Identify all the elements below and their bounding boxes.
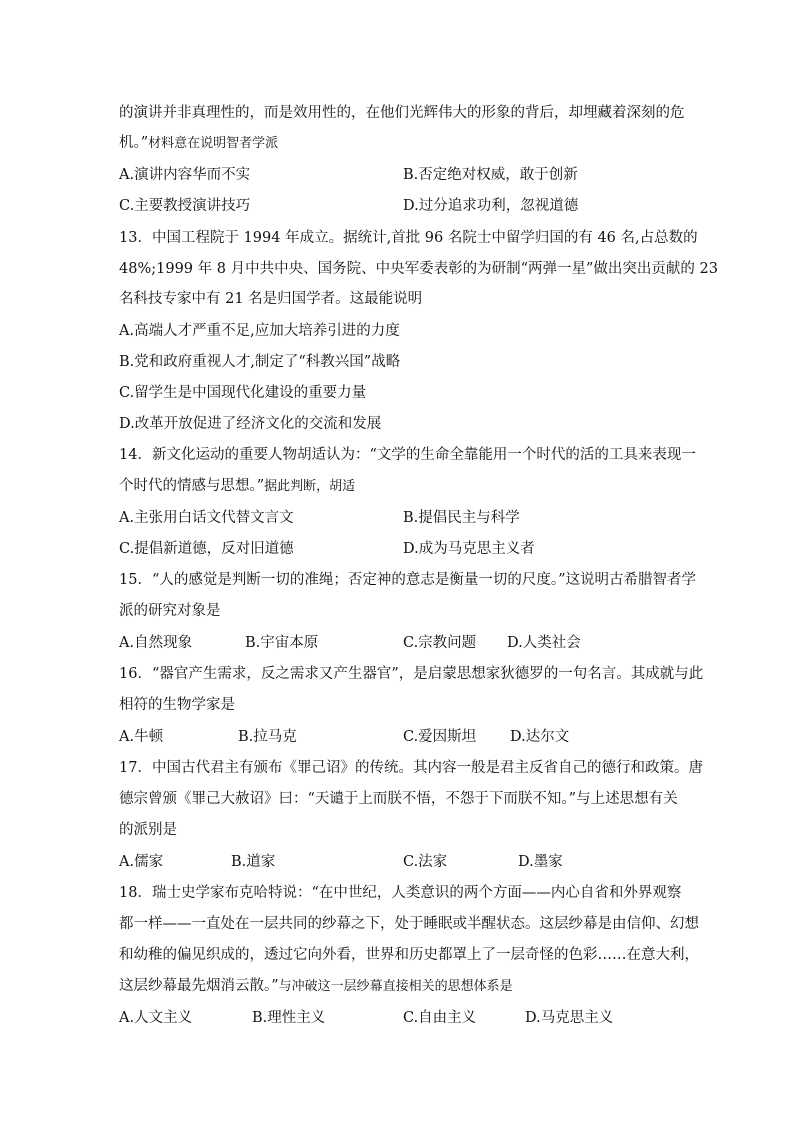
option-c: C.法家 [403,854,448,870]
question-13-line: 48%;1999 年 8 月中共中央、国务院、中央军委表彰的为研制“两弹一星”做出突出贡献的 23 [119,261,718,277]
question-text-line: 的演讲并非真理性的，而是效用性的，在他们光辉伟大的形象的背后，却埋藏着深刻的危 [119,105,685,121]
question-text-main: 机。” [119,135,149,151]
question-text-tail: 据此判断，胡适 [264,479,356,494]
option-d: D.墨家 [518,854,563,870]
question-text-line [119,133,278,154]
option-d: D.达尔文 [510,729,570,745]
option-b: B.理性主义 [252,1010,326,1026]
option-b: B.道家 [231,854,276,870]
option-a: A.高端人才严重不足,应加大培养引进的力度 [119,323,400,339]
option-b: B.提倡民主与科学 [403,510,520,526]
question-18-line: 和幼稚的偏见织成的，透过它向外看，世界和历史都罩上了一层奇怪的色彩……在意大利， [119,947,699,963]
option-c: C.提倡新道德，反对旧道德 [119,541,294,557]
question-14-line: 14．新文化运动的重要人物胡适认为：“文学的生命全靠能用一个时代的活的工具来表现一 [119,447,696,463]
question-text-tail: 与冲破这一层纱幕直接相关的思想体系是 [278,979,513,994]
option-c: C.爱因斯坦 [403,729,477,745]
question-16-line: 相符的生物学家是 [119,697,235,713]
question-14-line [119,476,355,497]
option-b: B.宇宙本原 [245,635,319,651]
option-d: D.过分追求功利，忽视道德 [403,198,579,214]
option-d: D.人类社会 [507,635,581,651]
option-a: A.自然现象 [119,635,193,651]
option-d: D.马克思主义 [525,1010,614,1026]
question-text-tail: 材料意在说明智者学派 [148,136,279,151]
question-text-main: 这层纱幕最先烟消云散。” [119,978,279,994]
question-18-line: 18．瑞士史学家布克哈特说：“在中世纪，人类意识的两个方面——内心自省和外界观察 [119,885,682,901]
option-c: C.宗教问题 [403,635,477,651]
question-13-line: 名科技专家中有 21 名是归国学者。这最能说明 [119,291,423,307]
question-13-line: 13．中国工程院于 1994 年成立。据统计,首批 96 名院士中留学归国的有 46 名,占总数的 [119,230,698,246]
option-a: A.儒家 [119,854,164,870]
option-c: C.留学生是中国现代化建设的重要力量 [119,385,367,401]
option-b: B.否定绝对权威，敢于创新 [403,167,578,183]
option-a: A.牛顿 [119,729,164,745]
option-a: A.演讲内容华而不实 [119,167,251,183]
option-d: D.成为马克思主义者 [403,541,535,557]
question-15-line: 15．“人的感觉是判断一切的准绳；否定神的意志是衡量一切的尺度。”这说明古希腊智者学 [119,572,697,588]
question-18-line: 都一样——一直处在一层共同的纱幕之下，处于睡眠或半醒状态。这层纱幕是由信仰、幻想 [119,916,699,932]
question-18-line [119,976,513,997]
option-a: A.人文主义 [119,1010,193,1026]
question-17-line: 的派别是 [119,822,177,838]
option-d: D.改革开放促进了经济文化的交流和发展 [119,416,382,432]
option-b: B.拉马克 [238,729,297,745]
question-15-line: 派的研究对象是 [119,603,221,619]
option-c: C.主要教授演讲技巧 [119,198,251,214]
option-b: B.党和政府重视人才,制定了“科教兴国”战略 [119,354,401,370]
question-16-line: 16．“器官产生需求，反之需求又产生器官”，是启蒙思想家狄德罗的一句名言。其成就与此 [119,666,704,682]
option-c: C.自由主义 [403,1010,477,1026]
question-text-main: 个时代的情感与思想。” [119,478,265,494]
question-17-line: 德宗曾颁《罪己大赦诏》曰：“天谴于上而朕不悟，不怨于下而朕不知。”与上述思想有关 [119,791,678,807]
option-a: A.主张用白话文代替文言文 [119,510,294,526]
question-17-line: 17．中国古代君主有颁布《罪己诏》的传统。其内容一般是君主反省自己的德行和政策。唐 [119,760,703,776]
